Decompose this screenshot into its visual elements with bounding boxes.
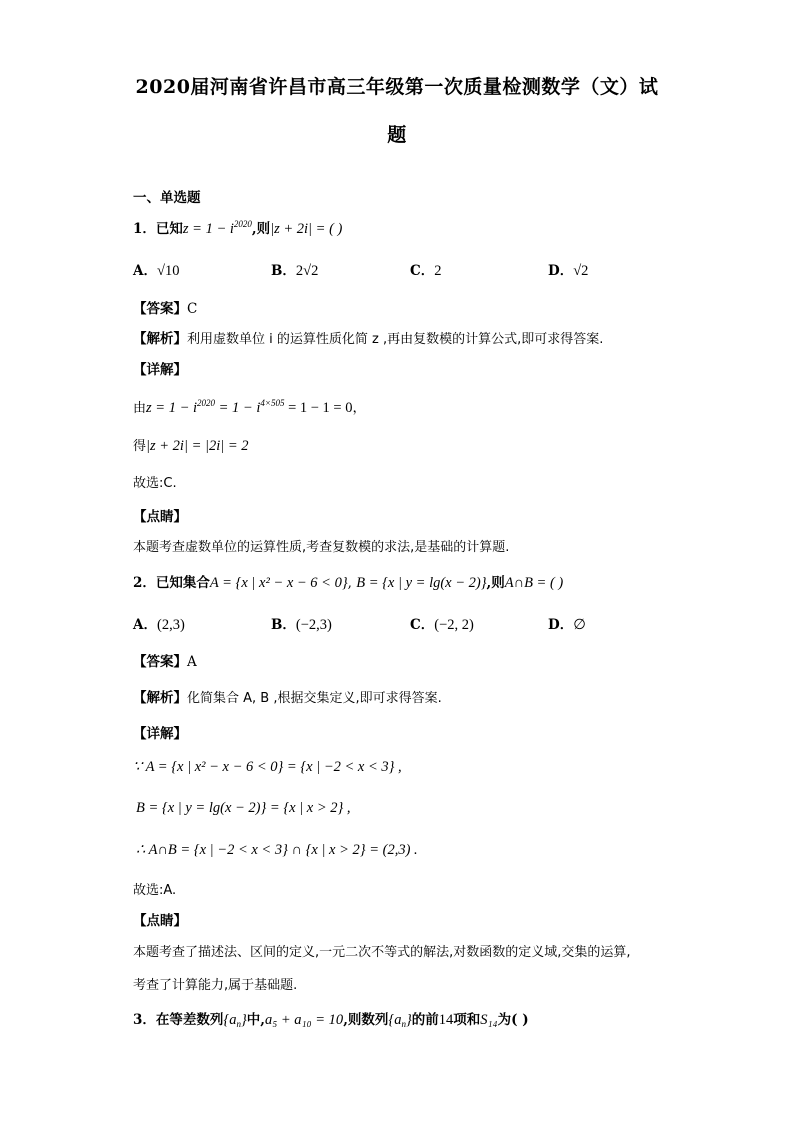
question-1-choice: 故选:C. xyxy=(133,476,177,491)
question-1-detail-heading: 【详解】 xyxy=(133,362,187,378)
question-1-detail-line-1: 由$z = 1 - i^{2020} = 1 - i^{4\times 505} = 1 - 1 = 0$， xyxy=(133,398,366,416)
question-1-comment-heading: 【点睛】 xyxy=(133,509,187,525)
question-1-z-expr: z = 1 − i xyxy=(182,221,234,237)
question-1-prefix: 已知 xyxy=(155,221,183,237)
question-1-answer: 【答案】C xyxy=(133,301,198,317)
question-2-option-c: C．(−2, 2) xyxy=(410,617,474,633)
question-1-option-d: D．√2 xyxy=(548,263,589,279)
question-1-option-b: B．2√2 xyxy=(271,263,319,279)
question-2-detail-line-2: B = {x | y = lg(x − 2)} = {x | x > 2} , xyxy=(136,800,351,816)
question-2-option-d: D．∅ xyxy=(548,617,586,633)
question-2-choice: 故选:A. xyxy=(133,883,177,898)
paper-title-line-2: 题 xyxy=(387,124,407,146)
question-1-modulus: |z + 2i| = ( ) xyxy=(270,221,343,237)
question-2-comment-line-2: 考查了计算能力,属于基础题. xyxy=(133,978,298,993)
question-2-comment-heading: 【点睛】 xyxy=(133,913,187,929)
question-2-analysis: 【解析】化简集合 A, B ,根据交集定义,即可求得答案. xyxy=(133,690,442,706)
question-1-number: 1． xyxy=(133,221,156,237)
question-2-detail-line-3: ∴ A∩B = {x | −2 < x < 3} ∩ {x | x > 2} = (2,3) . xyxy=(136,842,418,858)
question-2-detail-heading: 【详解】 xyxy=(133,726,187,742)
question-2-stem: 2．已知集合A = {x | x² − x − 6 < 0}, B = {x | y = lg(x − 2)},则A∩B = ( ) xyxy=(133,575,564,591)
question-2-detail-line-1: ∵ A = {x | x² − x − 6 < 0} = {x | −2 < x < 3} , xyxy=(133,759,402,775)
question-3-stem: 3．在等差数列$\{a_n\}$中,a₅ + a₁₀ = 10,则数列$\{a_n\}$的前14项和S₁₄为( ) xyxy=(133,1012,529,1029)
question-1-analysis: 【解析】利用虚数单位 i 的运算性质化简 z ,再由复数模的计算公式,即可求得答案. xyxy=(133,331,604,347)
question-1-z-exponent: 2020 xyxy=(233,219,252,229)
question-1-stem xyxy=(133,217,342,238)
question-1-option-a: A．√10 xyxy=(133,263,180,279)
question-1-detail-line-2: 得|z + 2i| = |2i| = 2 xyxy=(133,438,249,454)
paper-title-line-1: 2020届河南省许昌市高三年级第一次质量检测数学（文）试 xyxy=(135,76,659,98)
question-2-answer: 【答案】A xyxy=(133,654,197,670)
section-heading: 一、单选题 xyxy=(133,190,201,206)
question-1-option-c: C．2 xyxy=(410,263,442,279)
question-1-comment: 本题考查虚数单位的运算性质,考查复数模的求法,是基础的计算题. xyxy=(133,540,510,555)
question-1-mid: ,则 xyxy=(251,221,271,237)
question-2-comment-line-1: 本题考查了描述法、区间的定义,一元二次不等式的解法,对数函数的定义域,交集的运算, xyxy=(133,945,631,960)
question-2-option-b: B．(−2,3) xyxy=(271,617,332,633)
question-2-option-a: A．(2,3) xyxy=(133,617,185,633)
